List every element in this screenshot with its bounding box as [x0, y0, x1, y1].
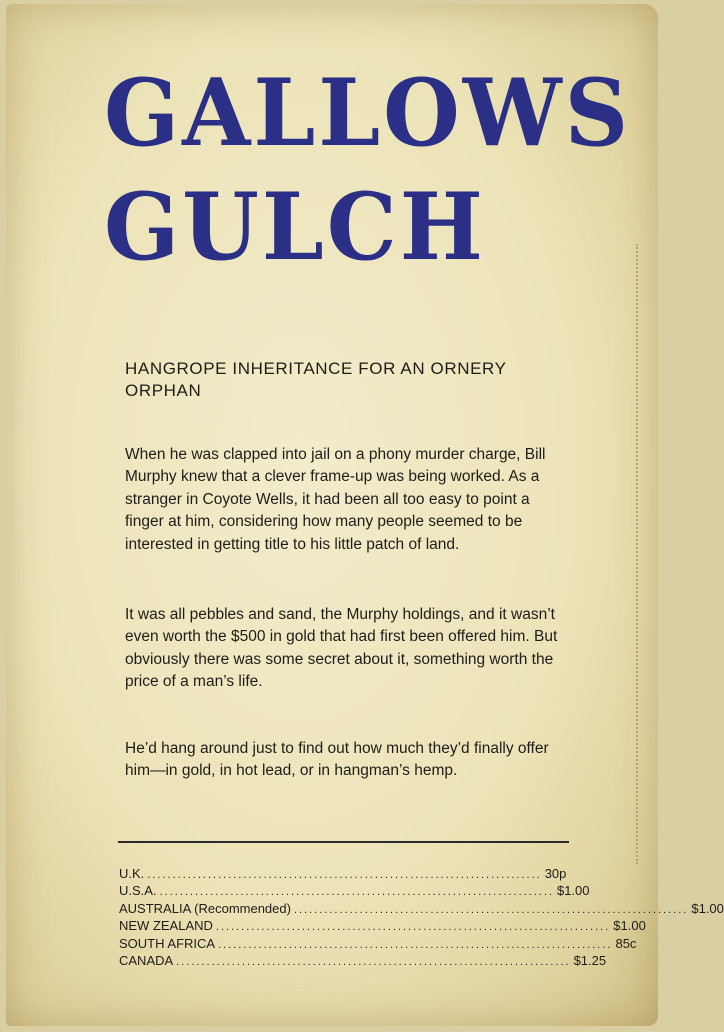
leader-dots: .............................................................................. [215, 921, 611, 934]
price-country: NEW ZEALAND [119, 918, 213, 934]
book-title-line-2: GULCH [104, 172, 486, 282]
book-title-line-1: GALLOWS [104, 58, 632, 168]
blurb-paragraph-1: When he was clapped into jail on a phony murder charge, Bill Murphy knew that a clever frame-up was being worked. As a stranger in Coyote Wells, it had been all too easy to point a finger at him, considering how many people seemed to be interested in getting title to his little patch of land. [125, 445, 546, 553]
price-amount: $1.00 [613, 918, 646, 934]
price-row-usa [119, 883, 590, 900]
price-row-canada [119, 953, 607, 970]
divider-rule [118, 841, 569, 843]
leader-dots: .............................................................................. [176, 956, 571, 969]
price-amount: 30p [544, 866, 567, 881]
price-amount: $1.00 [691, 900, 724, 916]
price-row-australia [119, 900, 724, 918]
binding-thread [636, 244, 644, 864]
price-country: U.K. [119, 866, 145, 881]
leader-dots: .............................................................................. [218, 938, 613, 951]
price-row-new-zealand [119, 918, 646, 935]
price-amount: 85c [615, 935, 637, 951]
price-country: U.S.A. [119, 883, 157, 899]
price-row-south-africa [119, 935, 637, 953]
price-amount: $1.00 [556, 883, 590, 899]
blurb-headline: HANGROPE INHERITANCE FOR AN ORNERY ORPHAN [125, 359, 507, 400]
leader-dots: .............................................................................. [147, 869, 542, 881]
price-country: AUSTRALIA (Recommended) [119, 900, 291, 916]
price-country: SOUTH AFRICA [119, 935, 216, 951]
leader-dots: .............................................................................. [293, 903, 689, 916]
price-list [119, 866, 724, 970]
leader-dots: .............................................................................. [159, 886, 554, 899]
price-row-uk [119, 866, 565, 883]
blurb-paragraph-3: He’d hang around just to find out how much they’d finally offer him—in gold, in hot lead, or in hangman’s hemp. [125, 739, 549, 780]
blurb-paragraph-2: It was all pebbles and sand, the Murphy holdings, and it wasn’t even worth the $500 in gold that had first been offered him. But obviously there was some secret about it, something worth the price of a man’s life. [125, 605, 558, 691]
price-country: CANADA [119, 953, 174, 969]
price-amount: $1.25 [573, 953, 607, 969]
